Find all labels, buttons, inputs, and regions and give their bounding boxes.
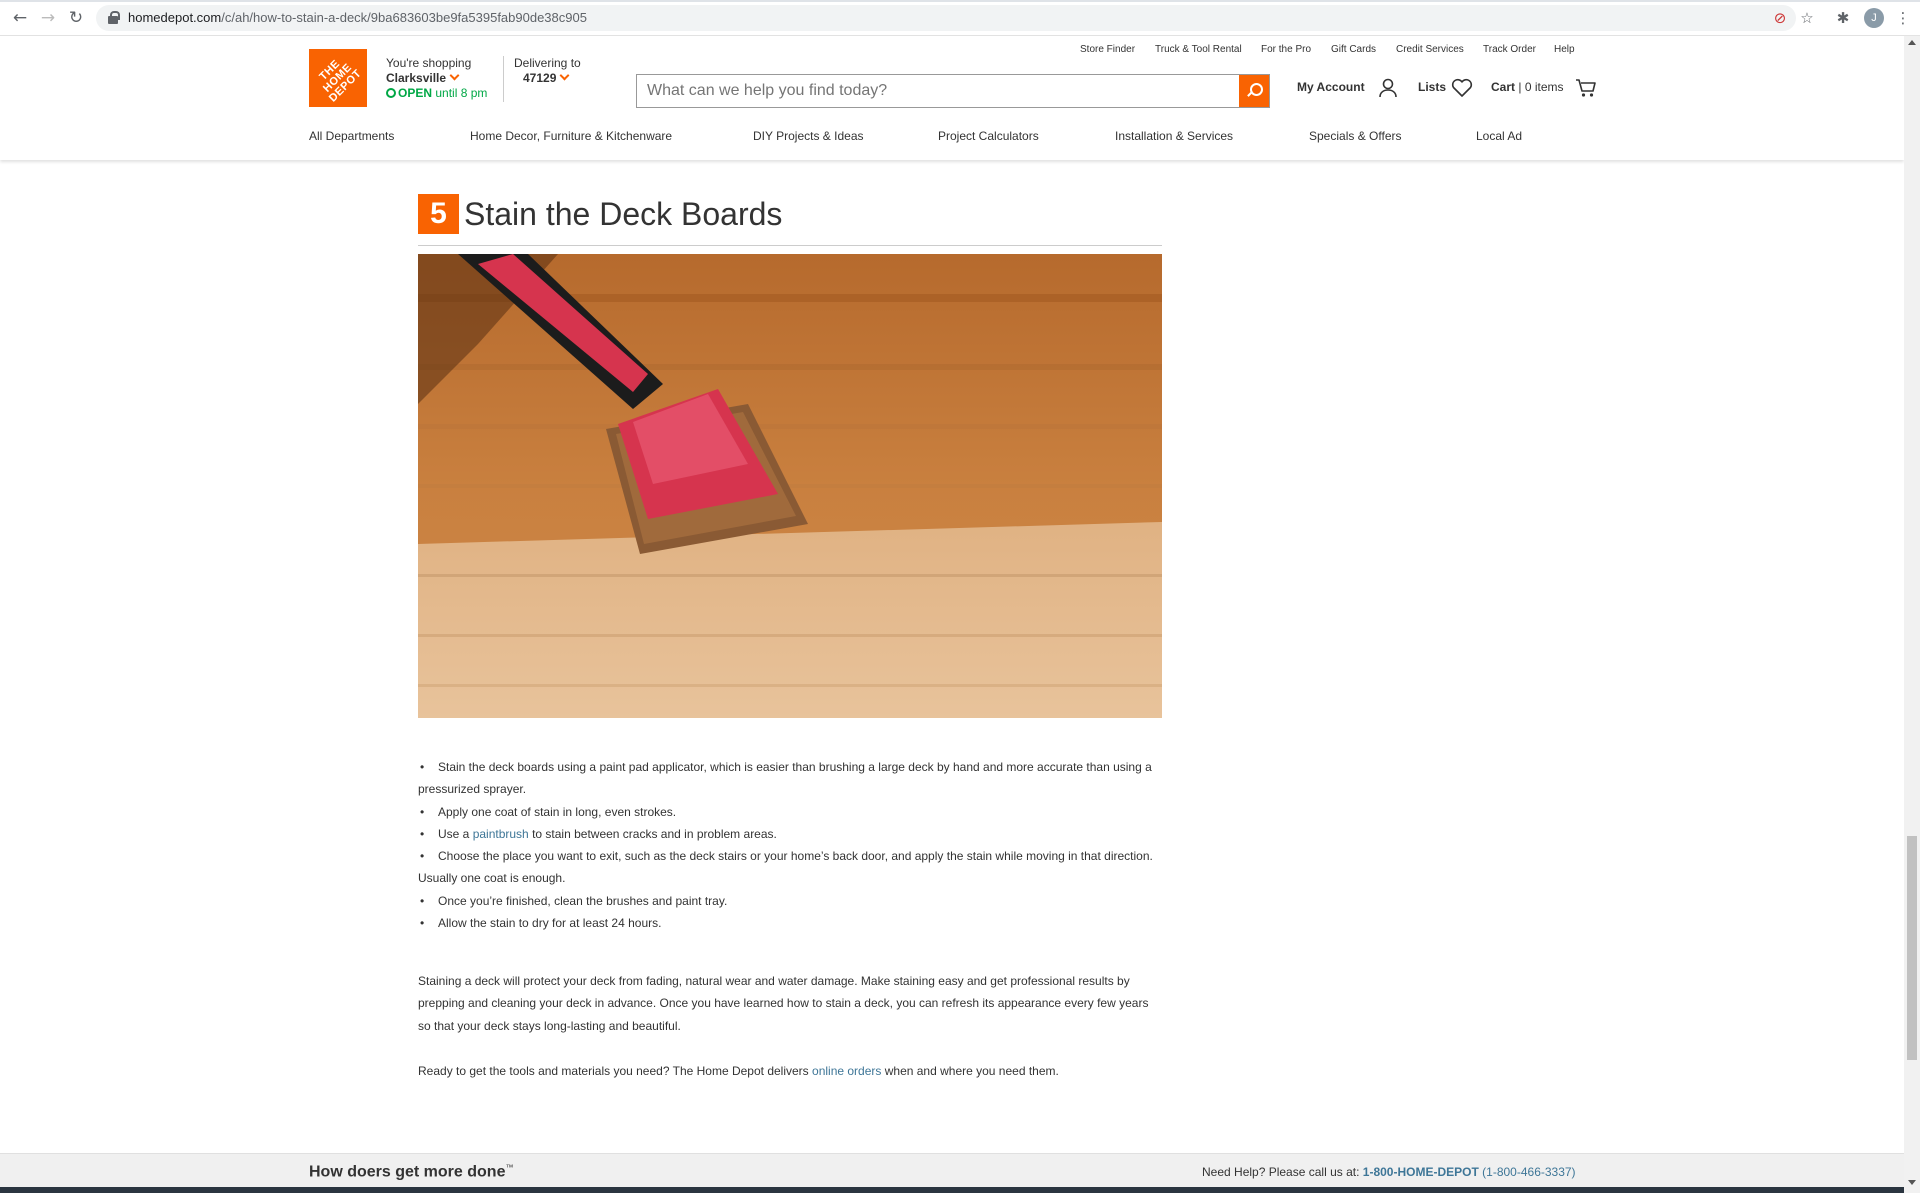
- scroll-up-arrow[interactable]: [1908, 40, 1916, 45]
- scrollbar-thumb[interactable]: [1907, 836, 1917, 1060]
- lists-link[interactable]: Lists: [1418, 80, 1447, 94]
- delivery-label: Delivering to: [514, 56, 581, 70]
- chevron-down-icon[interactable]: [560, 71, 570, 81]
- util-link-help[interactable]: Help: [1554, 44, 1575, 55]
- cart-count: 0 items: [1524, 80, 1564, 94]
- online-orders-link[interactable]: online orders: [812, 1064, 882, 1078]
- step-number-badge: 5: [418, 194, 459, 234]
- search-box: [636, 74, 1270, 108]
- cart-icon[interactable]: [1575, 78, 1597, 103]
- list-item: • Allow the stain to dry for at least 24 hours.: [418, 912, 1162, 934]
- search-icon: [1246, 83, 1262, 99]
- nav-diy-projects[interactable]: DIY Projects & Ideas: [753, 129, 864, 143]
- nav-project-calculators[interactable]: Project Calculators: [938, 129, 1039, 143]
- lock-icon: [108, 11, 118, 24]
- scroll-down-arrow[interactable]: [1908, 1180, 1916, 1185]
- cart-separator: |: [1518, 80, 1522, 94]
- step-heading: [418, 194, 1162, 246]
- search-button[interactable]: [1239, 75, 1269, 107]
- address-bar[interactable]: [96, 5, 1796, 31]
- open-status-icon: [386, 88, 396, 98]
- nav-specials-offers[interactable]: Specials & Offers: [1309, 129, 1402, 143]
- util-link-truck-tool-rental[interactable]: Truck & Tool Rental: [1155, 44, 1242, 55]
- my-account-link[interactable]: My Account: [1297, 80, 1365, 94]
- nav-home-decor[interactable]: Home Decor, Furniture & Kitchenware: [470, 129, 673, 143]
- phone-link[interactable]: 1-800-HOME-DEPOT: [1362, 1165, 1479, 1179]
- cart-link[interactable]: [1491, 80, 1564, 94]
- tab-strip-edge: [0, 0, 1920, 2]
- heart-icon[interactable]: [1451, 78, 1473, 103]
- list-item: • Stain the deck boards using a paint pad applicator, which is easier than brushing a large deck by hand and more accurate than using a pressurized sprayer.: [418, 756, 1162, 801]
- cta-paragraph: Ready to get the tools and materials you need? The Home Depot delivers online orders when and where you need them.: [418, 1064, 1059, 1078]
- list-item: • Once you’re finished, clean the brushes and paint tray.: [418, 890, 1162, 912]
- header-divider: [503, 56, 504, 102]
- phone-number-link[interactable]: (1-800-466-3337): [1482, 1165, 1576, 1179]
- site-header: [0, 36, 1904, 160]
- cart-label: Cart: [1491, 80, 1516, 94]
- main-navigation: [0, 129, 1904, 151]
- page-bottom-strip: [0, 1187, 1920, 1193]
- paintbrush-link[interactable]: paintbrush: [472, 826, 529, 841]
- search-input[interactable]: [637, 75, 1233, 107]
- delivery-zip[interactable]: 47129: [523, 71, 557, 85]
- reload-icon[interactable]: ↻: [68, 8, 84, 28]
- star-icon[interactable]: ☆: [1800, 9, 1814, 27]
- forward-icon[interactable]: →: [40, 8, 56, 28]
- step-title: Stain the Deck Boards: [464, 196, 783, 232]
- footer-bar: [0, 1153, 1904, 1187]
- puzzle-icon[interactable]: ✱: [1836, 9, 1850, 27]
- list-item: • Choose the place you want to exit, such as the deck stairs or your home’s back door, and apply the stain while moving in that direction. Usually one coat is enough.: [418, 845, 1162, 890]
- browser-toolbar: [0, 0, 1920, 36]
- list-item: • Apply one coat of stain in long, even strokes.: [418, 801, 1162, 823]
- util-link-gift-cards[interactable]: Gift Cards: [1331, 44, 1377, 55]
- user-icon[interactable]: [1378, 78, 1398, 103]
- nav-local-ad[interactable]: Local Ad: [1476, 129, 1523, 143]
- home-depot-logo[interactable]: THE HOME DEPOT: [309, 49, 367, 107]
- nav-installation-services[interactable]: Installation & Services: [1115, 129, 1234, 143]
- store-selector[interactable]: [386, 56, 487, 101]
- list-item: • Use a paintbrush to stain between cracks and in problem areas.: [418, 823, 1162, 845]
- profile-avatar[interactable]: J: [1864, 8, 1884, 28]
- delivery-selector[interactable]: [514, 56, 581, 86]
- instruction-list: [418, 756, 1162, 934]
- util-link-for-the-pro[interactable]: For the Pro: [1261, 44, 1312, 55]
- extension-blocked-icon[interactable]: ⊘: [1773, 9, 1787, 27]
- url-text[interactable]: homedepot.com/c/ah/how-to-stain-a-deck/9ba683603be9fa5395fab90de38c905: [128, 10, 587, 25]
- footer-help: Need Help? Please call us at: 1-800-HOME-DEPOT (1-800-466-3337): [1202, 1165, 1576, 1179]
- chevron-down-icon[interactable]: [450, 71, 460, 81]
- util-link-store-finder[interactable]: Store Finder: [1080, 44, 1136, 55]
- deck-staining-photo: [418, 254, 1162, 718]
- back-icon[interactable]: ←: [12, 8, 28, 28]
- util-link-credit-services[interactable]: Credit Services: [1396, 44, 1464, 55]
- nav-all-departments[interactable]: All Departments: [309, 129, 395, 143]
- store-hours: until 8 pm: [435, 86, 488, 100]
- menu-icon[interactable]: ⋮: [1895, 9, 1911, 27]
- store-status: OPEN: [398, 86, 433, 100]
- store-name[interactable]: Clarksville: [386, 71, 447, 85]
- footer-tagline: How doers get more done™: [309, 1163, 514, 1181]
- util-link-track-order[interactable]: Track Order: [1483, 44, 1536, 55]
- store-label: You're shopping: [386, 56, 472, 70]
- summary-paragraph: Staining a deck will protect your deck from fading, natural wear and water damage. Make staining easy and get professional results by prepping and cleaning your deck in advance. Once you have learned how to stain a deck, you can refresh its appearance every few years so that your deck stays long-lasting and beautiful.: [418, 974, 1149, 1033]
